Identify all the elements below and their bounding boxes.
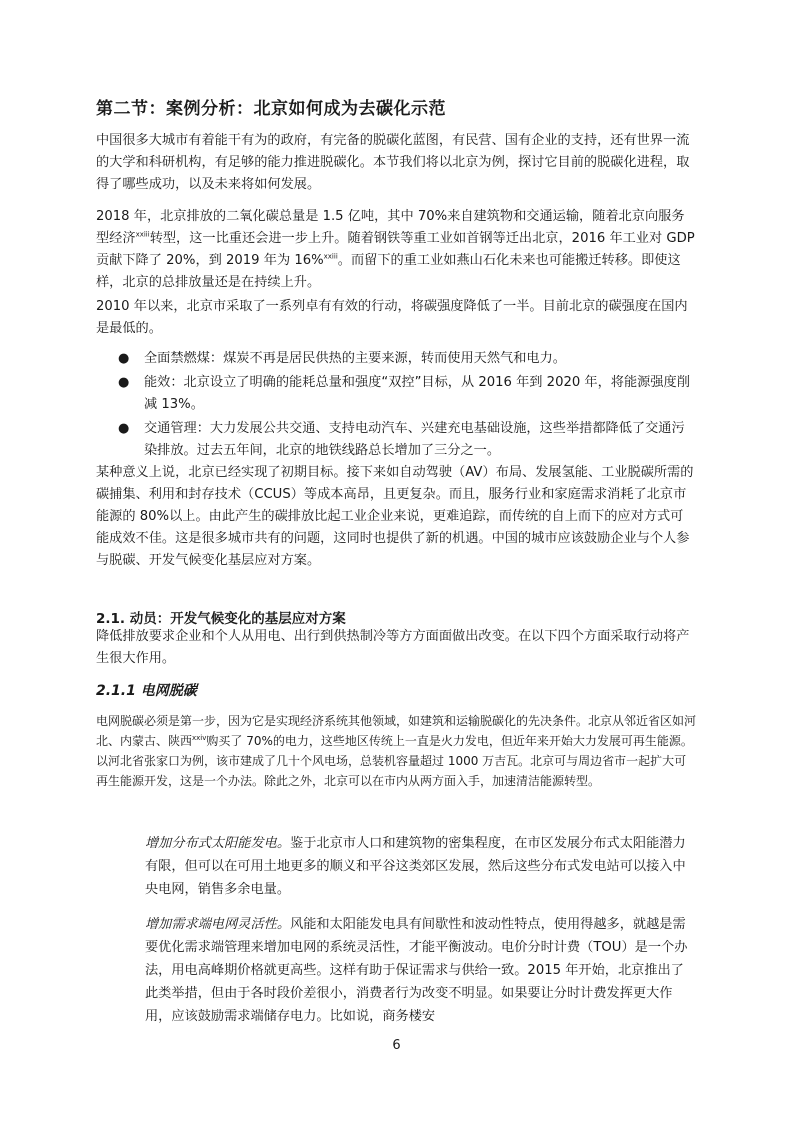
emissions-text-3: 。而留下的重工业如燕山石化未来也可能搬迁转移。即使这样，北京的总排放量还是在持续上升。 (96, 253, 681, 290)
page-number: 6 (392, 1038, 401, 1053)
footnote-ref: xxiii (323, 252, 338, 261)
emissions-text-1: 2018 年，北京排放的二氧化碳总量是 1.5 亿吨，其中 70%来自建筑物和交通运输，随着北京向服务型经济 (96, 209, 685, 246)
list-item (96, 418, 696, 462)
demand-text: 风能和太阳能发电具有间歇性和波动性特点，使用得越多，就越是需要优化需求端管理来增加电网的系统灵活性，才能平衡波动。电价分时计费（TOU）是一个办法，用电高峰期价格就更高些。这样有助于保证需求与供给一致。2015 年开始，北京推出了此类举措，但由于各时段价差很小，消费者行为改变不明显。如果要让分时计费发挥更大作用，应该鼓励需求端储存电力。比如说，商务楼安 (145, 917, 688, 1024)
grid-text-2: 购买了 70%的电力，这些地区传统上一直是火力发电，但近年来开始大力发展可再生能源。以河北省张家口为例，该市建成了几十个风电场，总装机容量超过 1000 万吉瓦。北京可与周边省市一起扩大可再生能源开发，这是一个办法。除此之外，北京可以在市内从两方面入手，加速清洁能源转型。 (96, 734, 693, 788)
emissions-text-2: 转型，这一比重还会进一步上升。随着钢铁等重工业如首钢等迁出北京，2016 年工业对 GDP 贡献下降了 20%，到 2019 年为 16% (96, 231, 695, 268)
bullet-icon: ● (118, 421, 130, 436)
solar-lead: 增加分布式太阳能发电。 (145, 836, 291, 851)
intro-paragraph: 中国很多大城市有着能干有为的政府，有完备的脱碳化蓝图，有民营、国有企业的支持，还有世界一流的大学和科研机构，有足够的能力推进脱碳化。本节我们将以北京为例，探讨它目前的脱碳化进程，取得了哪些成功，以及未来将如何发展。 (96, 133, 690, 192)
footnote-ref: xxiv (192, 734, 207, 742)
solar-paragraph (145, 832, 697, 901)
subsection-title: 2.1. 动员：开发气候变化的基层应对方案 (96, 611, 346, 627)
demand-lead: 增加需求端电网灵活性。 (145, 917, 291, 932)
actions-intro-paragraph: 2010 年以来，北京市采取了一系列卓有有效的行动，将碳强度降低了一半。目前北京的碳强度在国内是最低的。 (96, 299, 688, 336)
list-item (96, 372, 696, 416)
grid-text-1: 电网脱碳必须是第一步，因为它是实现经济系统其他领域，如建筑和运输脱碳化的先决条件。北京从邻近省区如河北、内蒙古、陕西 (96, 714, 697, 748)
emissions-paragraph (96, 206, 696, 294)
demand-paragraph (145, 913, 697, 1028)
list-item (96, 348, 696, 370)
grid-paragraph (96, 711, 696, 791)
actions-list (96, 348, 696, 464)
section-title: 第二节：案例分析：北京如何成为去碳化示范 (96, 99, 446, 119)
solar-text: 鉴于北京市人口和建筑物的密集程度，在市区发展分布式太阳能潜力有限，但可以在可用土地更多的顺义和平谷这类郊区发展，然后这些分布式发电站可以接入中央电网，销售多余电量。 (145, 836, 686, 897)
footnote-ref: xxiii (135, 230, 150, 239)
list-item-text: 交通管理：大力发展公共交通、支持电动汽车、兴建充电基础设施，这些举措都降低了交通污染排放。过去五年间，北京的地铁线路总长增加了三分之一。 (144, 421, 685, 458)
list-item-text: 能效：北京设立了明确的能耗总量和强度“双控”目标，从 2016 年到 2020 年，将能源强度削减 13%。 (144, 375, 690, 412)
challenges-paragraph: 某种意义上说，北京已经实现了初期目标。接下来如自动驾驶（AV）布局、发展氢能、工业脱碳所需的碳捕集、利用和封存技术（CCUS）等成本高昂，且更复杂。而且，服务行业和家庭需求消耗了北京市能源的 80%以上。由此产生的碳排放比起工业企业来说，更难追踪，而传统的自上而下的应对方式可能成效不佳。这是很多城市共有的问题，这同时也提供了新的机遇。中国的城市应该鼓励企业与个人参与脱碳、开发气候变化基层应对方案。 (96, 465, 694, 568)
subsection-paragraph: 降低排放要求企业和个人从用电、出行到供热制冷等方方面面做出改变。在以下四个方面采取行动将产生很大作用。 (96, 629, 690, 666)
bullet-icon: ● (118, 375, 130, 390)
bullet-icon: ● (118, 351, 130, 366)
subsubsection-title: 2.1.1 电网脱碳 (96, 683, 197, 699)
list-item-text: 全面禁燃煤：煤炭不再是居民供热的主要来源，转而使用天然气和电力。 (144, 351, 566, 366)
